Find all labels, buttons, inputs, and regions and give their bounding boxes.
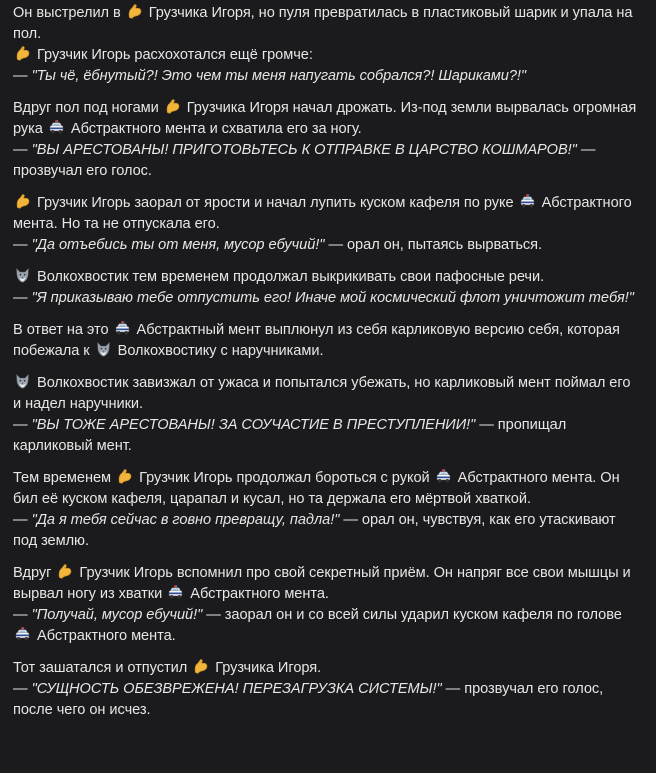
flexed-biceps-icon — [14, 193, 31, 210]
quote-text: "Получай, мусор ебучий!" — [31, 607, 203, 623]
flexed-biceps-icon — [192, 658, 209, 675]
text-segment: Тот зашатался и отпустил — [13, 660, 192, 676]
quote-text: "СУЩНОСТЬ ОБЕЗВРЕЖЕНА! ПЕРЕЗАГРУЗКА СИСТЕМЫ!" — [31, 681, 442, 697]
flexed-biceps-icon — [126, 3, 143, 20]
text-segment: В ответ на это — [13, 322, 113, 338]
wolf-icon — [95, 341, 112, 358]
text-segment: Вдруг — [13, 565, 56, 581]
text-segment: Волкохвостик тем временем продолжал выкрикивать свои пафосные речи. — [33, 269, 545, 285]
flexed-biceps-icon — [14, 45, 31, 62]
text-segment: Грузчик Игорь заорал от ярости и начал лупить куском кафеля по руке — [33, 195, 518, 211]
text-segment: Волкохвостик завизжал от ужаса и попытался убежать, но карликовый мент поймал его и надел наручники. — [13, 375, 631, 412]
message-paragraph — [13, 267, 642, 309]
quote-text: "ВЫ ТОЖЕ АРЕСТОВАНЫ! ЗА СОУЧАСТИЕ В ПРЕСТУПЛЕНИИ!" — [31, 417, 476, 433]
message-paragraph — [13, 320, 642, 362]
message-paragraph — [13, 193, 642, 256]
message-paragraph — [13, 468, 642, 552]
message-paragraph — [13, 658, 642, 721]
text-segment: — — [13, 237, 32, 253]
police-car-icon — [167, 584, 184, 601]
quote-text: "Ты чё, ёбнутый?! Это чем ты меня напугать собрался?! Шариками?!" — [31, 68, 527, 84]
text-segment: Грузчика Игоря начал дрожать. Из-под земли вырвалась огромная рука — [13, 100, 637, 137]
text-segment: Абстрактного мента и схватила его за ногу. — [66, 121, 362, 137]
text-segment: — — [13, 512, 32, 528]
text-segment: Грузчика Игоря. — [211, 660, 322, 676]
text-segment: Абстрактного мента. Но та не отпускала его. — [13, 195, 632, 232]
quote-text: "Да я тебя сейчас в говно превращу, падла!" — [31, 512, 340, 528]
text-segment: Грузчик Игорь вспомнил про свой секретный приём. Он напряг все свои мышцы и вырвал ногу из хватки — [13, 565, 631, 602]
police-car-icon — [519, 193, 536, 210]
text-segment: — прозвучал его голос. — [13, 142, 596, 179]
text-segment: — — [13, 68, 32, 84]
quote-text: "ВЫ АРЕСТОВАНЫ! ПРИГОТОВЬТЕСЬ К ОТПРАВКЕ В ЦАРСТВО КОШМАРОВ!" — [31, 142, 577, 158]
text-segment: — орал он, пытаясь вырваться. — [324, 237, 543, 253]
text-segment: Абстрактного мента. — [186, 586, 329, 602]
text-segment: Он выстрелил в — [13, 5, 125, 21]
wolf-icon — [14, 267, 31, 284]
text-segment: Грузчика Игоря, но пуля превратилась в пластиковый шарик и упала на пол. — [13, 5, 633, 42]
text-segment: Грузчик Игорь расхохотался ещё громче: — [33, 47, 313, 63]
police-car-icon — [114, 320, 131, 337]
message-paragraph — [13, 373, 642, 457]
quote-text: "Да отъебись ты от меня, мусор ебучий!" — [31, 237, 325, 253]
message-paragraph — [13, 3, 642, 87]
text-segment: Вдруг пол под ногами — [13, 100, 163, 116]
text-segment: — пропищал карликовый мент. — [13, 417, 567, 454]
quote-text: "Я приказываю тебе отпустить его! Иначе мой космический флот уничтожит тебя!" — [31, 290, 634, 306]
flexed-biceps-icon — [56, 563, 73, 580]
text-segment: — — [13, 290, 32, 306]
wolf-icon — [14, 373, 31, 390]
text-segment: — — [13, 681, 32, 697]
message-paragraph — [13, 563, 642, 647]
text-segment: — — [13, 142, 32, 158]
text-segment: Абстрактного мента. Он бил её куском кафеля, царапал и кусал, но та держала его мёртвой хваткой. — [13, 470, 620, 507]
text-segment: — орал он, чувствуя, как его утаскивают под землю. — [13, 512, 616, 549]
police-car-icon — [48, 119, 65, 136]
text-segment: — — [13, 607, 32, 623]
text-segment: Тем временем — [13, 470, 116, 486]
text-segment: Абстрактный мент выплюнул из себя карликовую версию себя, которая побежала к — [13, 322, 620, 359]
message-paragraph — [13, 98, 642, 182]
police-car-icon — [435, 468, 452, 485]
flexed-biceps-icon — [116, 468, 133, 485]
text-segment: Абстрактного мента. — [33, 628, 176, 644]
police-car-icon — [14, 626, 31, 643]
text-segment: Волкохвостику с наручниками. — [113, 343, 324, 359]
text-segment: — прозвучал его голос, после чего он исчез. — [13, 681, 604, 718]
flexed-biceps-icon — [164, 98, 181, 115]
text-segment: — — [13, 417, 32, 433]
text-segment: — заорал он и со всей силы ударил куском кафеля по голове — [202, 607, 622, 623]
text-segment: Грузчик Игорь продолжал бороться с рукой — [135, 470, 434, 486]
